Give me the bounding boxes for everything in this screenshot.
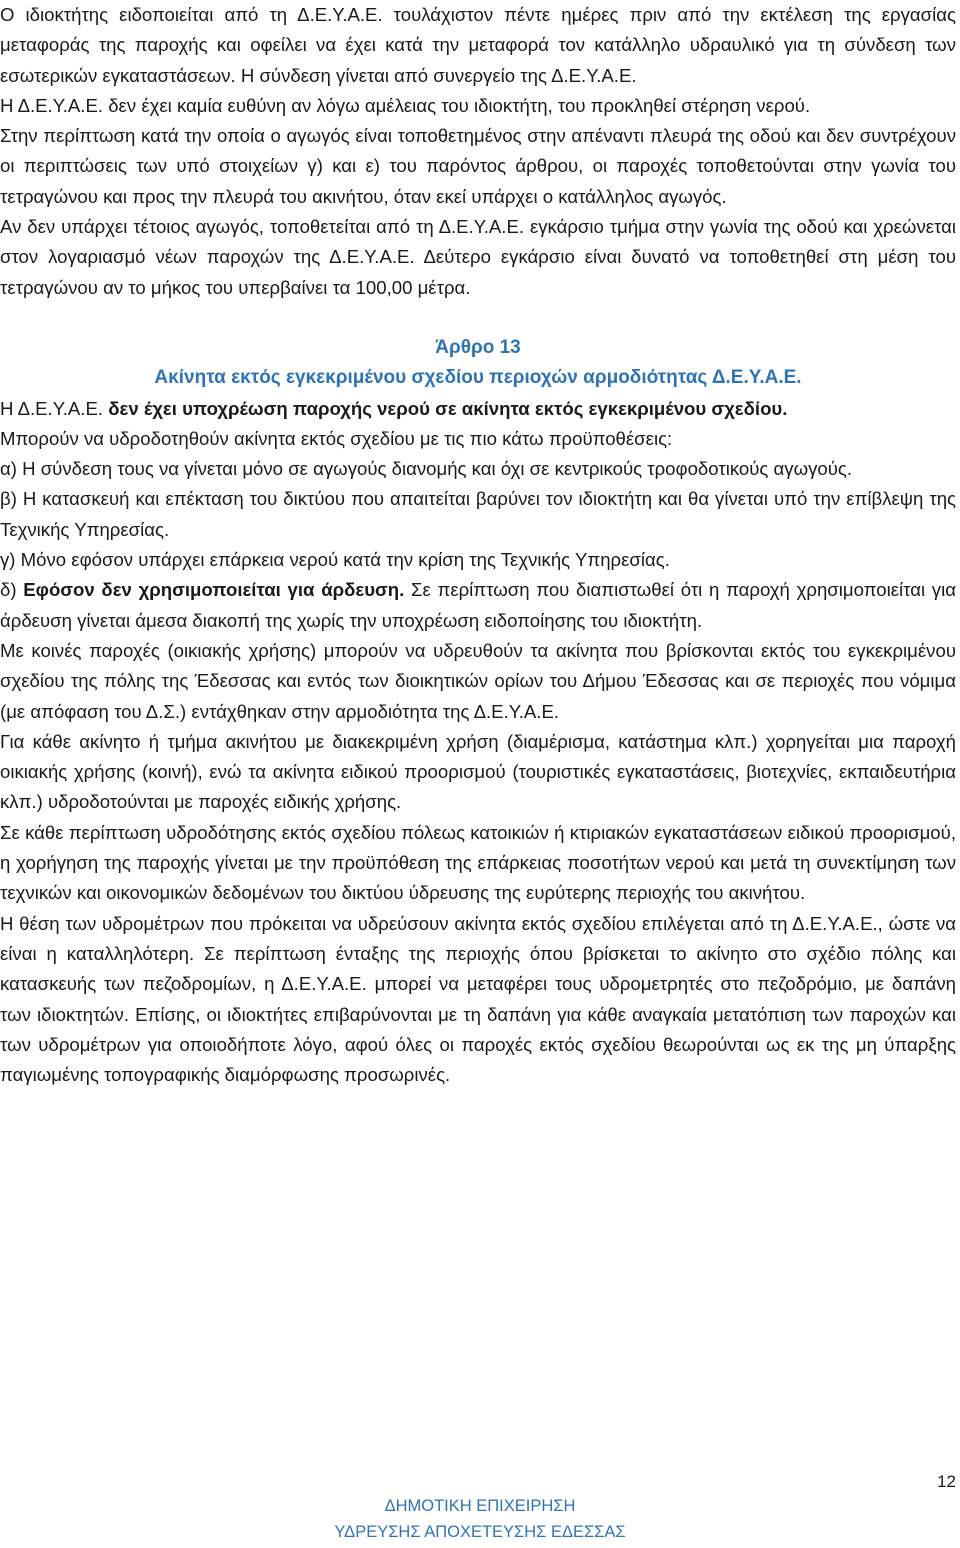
paragraph-distinct-use: Για κάθε ακίνητο ή τμήμα ακινήτου με διακεκριμένη χρήση (διαμέρισμα, κατάστημα κλπ.) χορηγείται μια παροχή οικιακής χρήσης (κοινή), ενώ τα ακίνητα ειδικού προορισμού (τουριστικές εγκαταστάσεις, βιοτεχνίες, εκπαιδευτήρια κλπ.) υδροδοτούνται με παροχές ειδικής χρήσης. — [0, 730, 956, 813]
footer-org-line2: ΥΔΡΕΥΣΗΣ ΑΠΟΧΕΤΕΥΣΗΣ ΕΔΕΣΣΑΣ — [334, 1523, 626, 1541]
intro-bold-statement: δεν έχει υποχρέωση παροχής νερού σε ακίνητα εκτός εγκεκριμένου σχεδίου. — [108, 397, 788, 419]
paragraph-transverse-section: Αν δεν υπάρχει τέτοιος αγωγός, τοποθετείται από τη Δ.Ε.Υ.Α.Ε. εγκάρσιο τμήμα στην γωνία της οδού και χρεώνεται στον λογαριασμό νέων παροχών της Δ.Ε.Υ.Α.Ε. Δεύτερο εγκάρσιο είναι δυνατό να τοποθετηθεί στη μέση του τετραγώνου αν το μήκος του υπερβαίνει τα 100,00 μέτρα. — [0, 216, 956, 298]
condition-d-prefix: δ) — [0, 579, 17, 601]
condition-a: α) Η σύνδεση τους να γίνεται μόνο σε αγωγούς διανομής και όχι σε κεντρικούς τροφοδοτικούς αγωγούς. — [0, 458, 853, 480]
condition-d — [0, 575, 956, 636]
page-number: 12 — [937, 1472, 956, 1491]
footer-org-line1: ΔΗΜΟΤΙΚΗ ΕΠΙΧΕΙΡΗΣΗ — [384, 1497, 576, 1515]
article-number-heading: Άρθρο 13 — [435, 336, 521, 358]
article-intro — [0, 394, 956, 424]
paragraph-relocation-notice: Ο ιδιοκτήτης ειδοποιείται από τη Δ.Ε.Υ.Α.Ε. τουλάχιστον πέντε ημέρες πριν από την εκτέλεση της εργασίας μεταφοράς της παροχής και οφείλει να έχει κατά την μεταφορά τον κατάλληλο υδραυλικό για τη σύνδεση των εσωτερικών εγκαταστάσεων. Η σύνδεση γίνεται από συνεργείο της Δ.Ε.Υ.Α.Ε. — [0, 4, 956, 86]
intro-prefix: Η Δ.Ε.Υ.Α.Ε. — [0, 397, 104, 419]
condition-d-bold: Εφόσον δεν χρησιμοποιείται για άρδευση. — [23, 579, 405, 601]
paragraph-water-sufficiency: Σε κάθε περίπτωση υδροδότησης εκτός σχεδίου πόλεως κατοικιών ή κτιριακών εγκαταστάσεων ειδικού προορισμού, η χορήγηση της παροχής γίνεται με την προϋπόθεση της επάρκειας ποσοτήτων νερού και μετά τη συνεκτίμηση των τεχνικών και οικονομικών δεδομένων του δικτύου ύδρευσης της ευρύτερης περιοχής του ακινήτου. — [0, 821, 956, 904]
condition-d-rest: Σε περίπτωση που διαπιστωθεί ότι η παροχή χρησιμοποιείται για άρδευση γίνεται άμεσα διακοπή της χωρίς την υποχρέωση ειδοποίησης του ιδιοκτήτη. — [0, 579, 956, 631]
paragraph-liability: Η Δ.Ε.Υ.Α.Ε. δεν έχει καμία ευθύνη αν λόγω αμέλειας του ιδιοκτήτη, του προκληθεί στέρηση νερού. — [0, 94, 811, 116]
condition-b: β) Η κατασκευή και επέκταση του δικτύου που απαιτείται βαρύνει τον ιδιοκτήτη και θα γίνεται υπό την επίβλεψη της Τεχνικής Υπηρεσίας. — [0, 488, 956, 540]
condition-c: γ) Μόνο εφόσον υπάρχει επάρκεια νερού κατά την κρίση της Τεχνικής Υπηρεσίας. — [0, 549, 670, 571]
article-title-heading: Ακίνητα εκτός εγκεκριμένου σχεδίου περιοχών αρμοδιότητας Δ.Ε.Υ.Α.Ε. — [154, 367, 802, 389]
paragraph-opposite-side-pipe: Στην περίπτωση κατά την οποία ο αγωγός είναι τοποθετημένος στην απέναντι πλευρά της οδού και δεν συντρέχουν οι περιπτώσεις των υπό στοιχείων γ) και ε) του παρόντος άρθρου, οι παροχές τοποθετούνται στην γωνία του τετραγώνου και προς την πλευρά του ακινήτου, όταν εκεί υπάρχει ο κατάλληλος αγωγός. — [0, 125, 956, 207]
paragraph-meter-location: Η θέση των υδρομέτρων που πρόκειται να υδρεύσουν ακίνητα εκτός σχεδίου επιλέγεται από τη Δ.Ε.Υ.Α.Ε., ώστε να είναι η καταλληλότερη. Σε περίπτωση ένταξης της περιοχής όπου βρίσκεται το ακίνητο στο σχέδιο πόλης και κατασκευής των πεζοδρομίων, η Δ.Ε.Υ.Α.Ε. μπορεί να μεταφέρει τους υδρομετρητές στο πεζοδρόμιο, με δαπάνη των ιδιοκτητών. Επίσης, οι ιδιοκτήτες επιβαρύνονται με τη δαπάνη για κάθε αναγκαία μετατόπιση των παροχών και των υδρομέτρων για οποιοδήποτε λόγο, αφού όλες οι παροχές εκτός σχεδίου θεωρούνται ως εκ της μη ύπαρξης παγιωμένης τοπογραφικής διαμόρφωσης προσωρινές. — [0, 912, 956, 1086]
paragraph-common-supplies: Με κοινές παροχές (οικιακής χρήσης) μπορούν να υδρευθούν τα ακίνητα που βρίσκονται εκτός του εγκεκριμένου σχεδίου της πόλης της Έδεσσας και εντός των διοικητικών ορίων του Δήμου Έδεσσας και σε περιοχές που νόμιμα (με απόφαση του Δ.Σ.) εντάχθηκαν στην αρμοδιότητα της Δ.Ε.Υ.Α.Ε. — [0, 639, 956, 722]
conditions-intro: Μπορούν να υδροδοτηθούν ακίνητα εκτός σχεδίου με τις πιο κάτω προϋποθέσεις: — [0, 427, 673, 449]
